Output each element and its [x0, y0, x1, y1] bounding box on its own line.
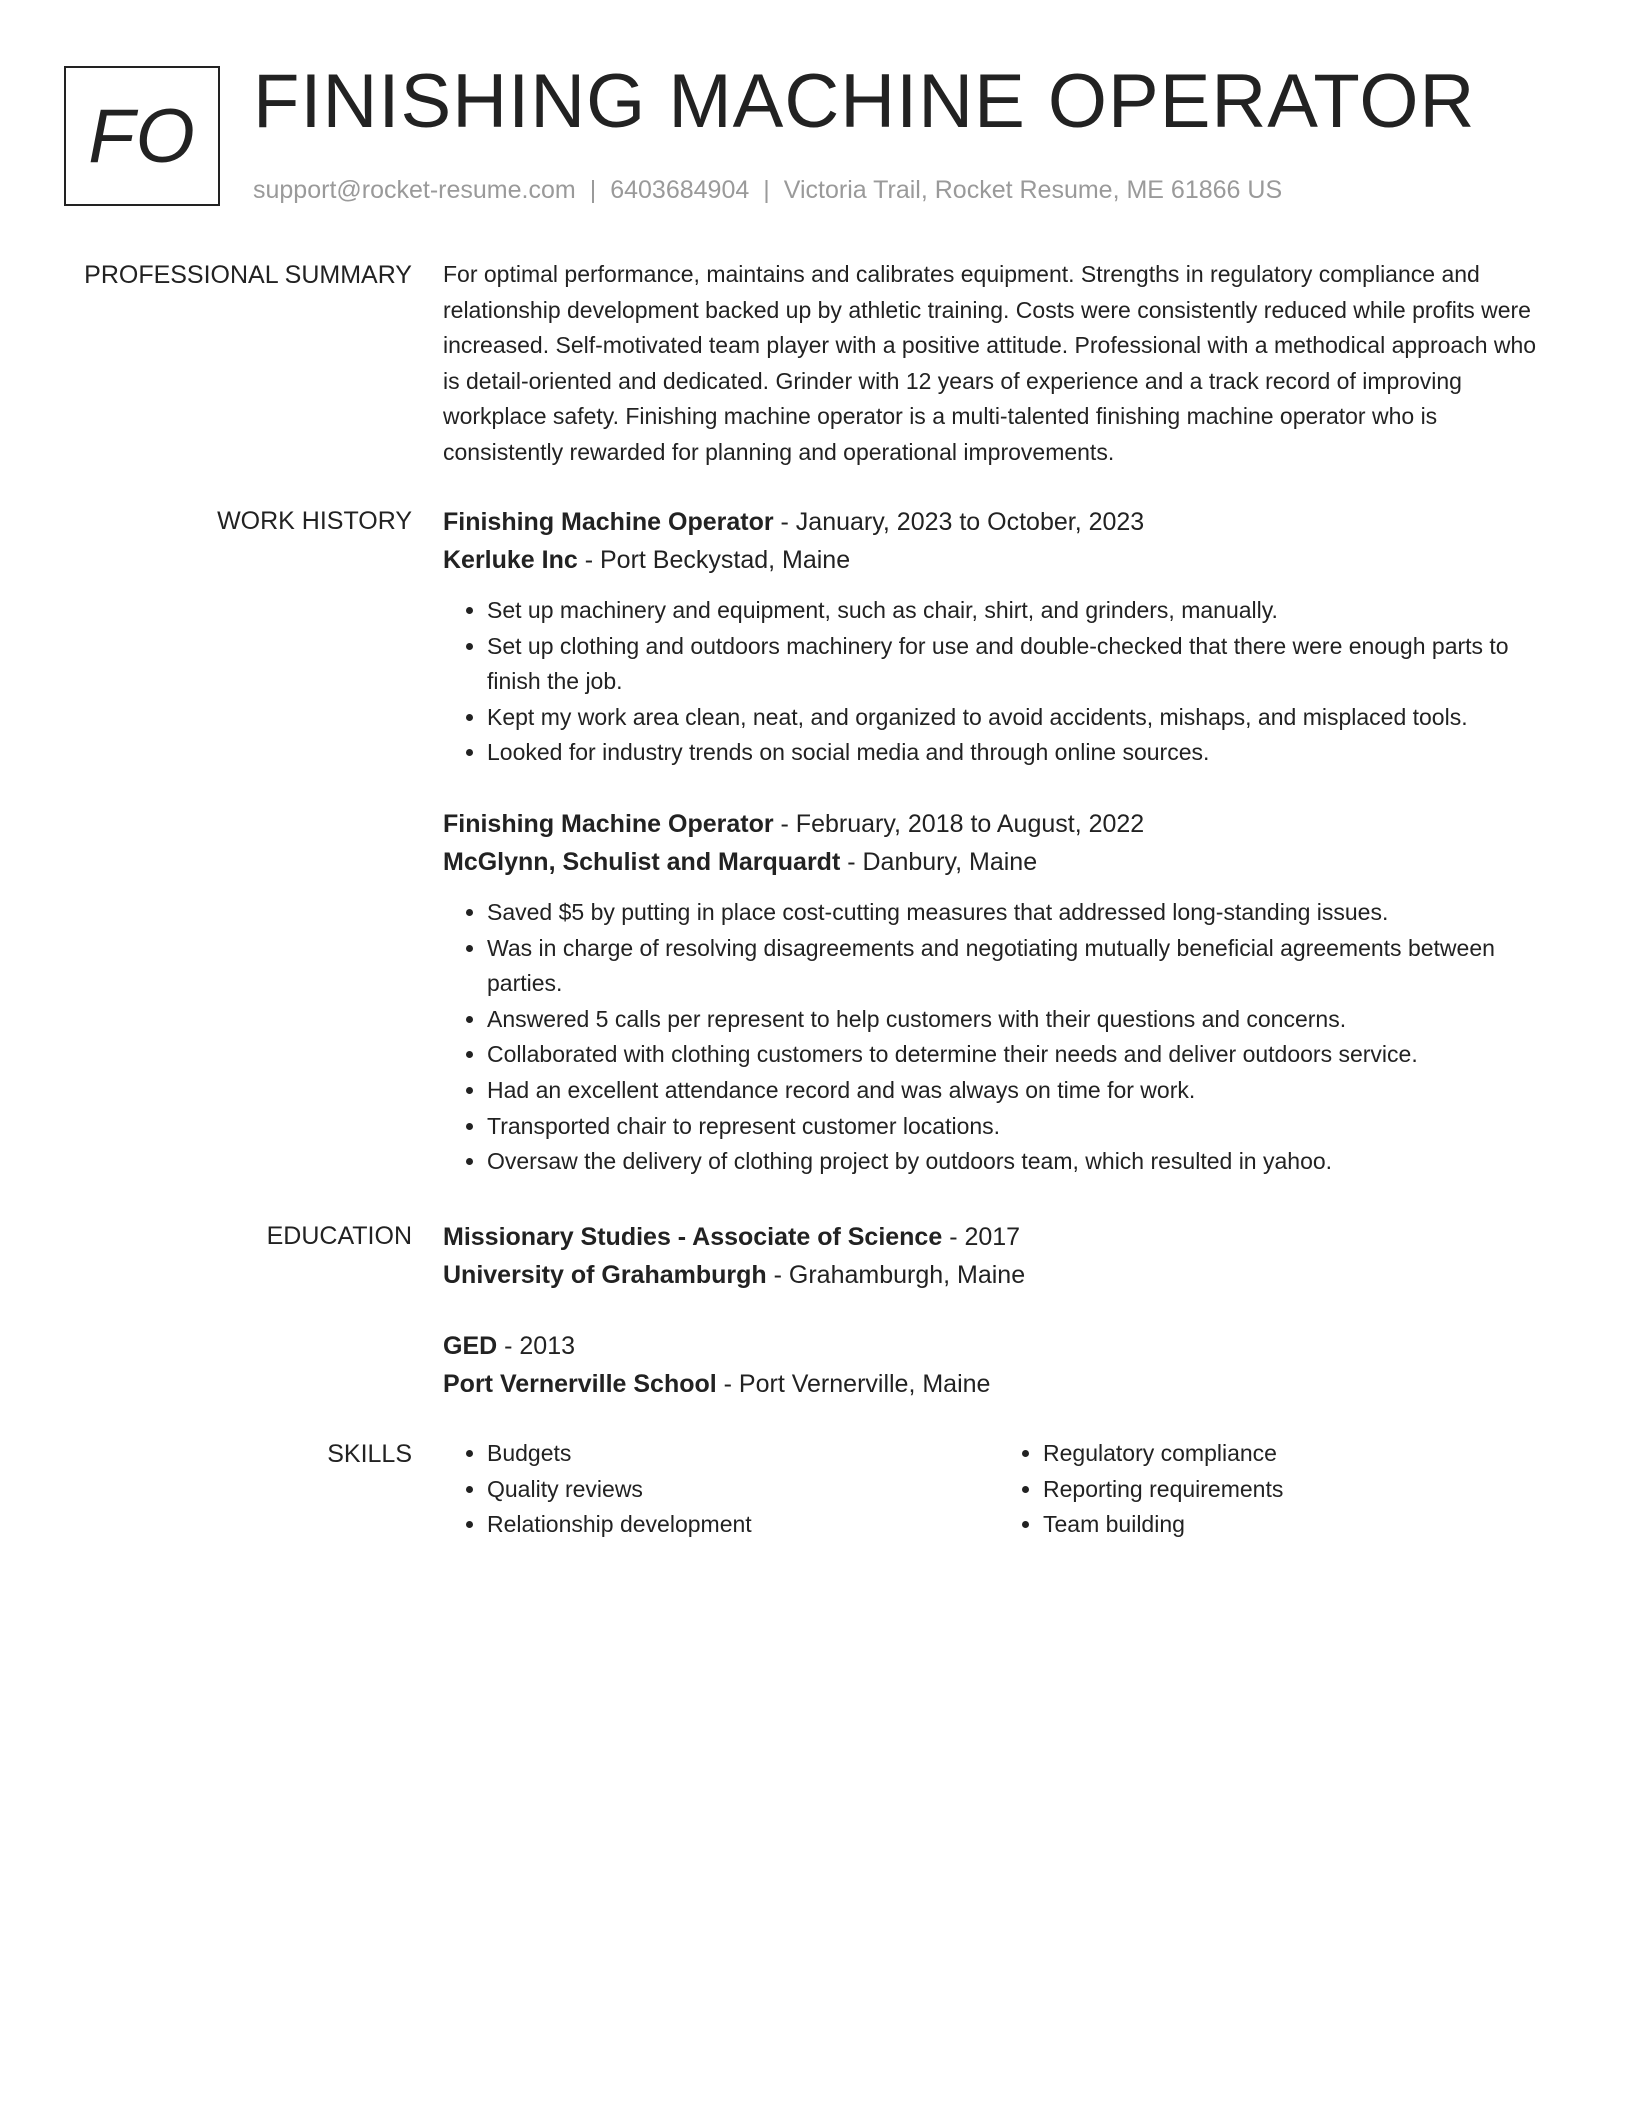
skills-list-right [999, 1436, 1555, 1543]
skill-item: • Team building [1043, 1507, 1555, 1543]
skills-body [443, 1436, 1555, 1543]
education-entry [443, 1327, 1555, 1403]
contact-phone: 6403684904 [610, 176, 750, 204]
education-school-line [443, 1365, 1555, 1403]
skill-item: • Relationship development [487, 1507, 999, 1543]
list-item: • Was in charge of resolving disagreements and negotiating mutually beneficial agreements between parties. [487, 931, 1555, 1002]
monogram: FO [64, 66, 220, 206]
education-school-line [443, 1256, 1555, 1294]
education-body [443, 1218, 1555, 1403]
section-label-work: WORK HISTORY [217, 507, 412, 535]
education-degree: GED [443, 1332, 498, 1360]
education-year: - 2013 [497, 1332, 576, 1360]
education-location: - Port Vernerville, Maine [716, 1370, 991, 1398]
list-item: • Had an excellent attendance record and was always on time for work. [487, 1073, 1555, 1109]
summary-body [443, 257, 1555, 471]
job-company: McGlynn, Schulist and Marquardt [443, 847, 841, 876]
job-entry [443, 805, 1555, 1180]
education-degree-line [443, 1218, 1555, 1256]
job-dates: - February, 2018 to August, 2022 [773, 809, 1145, 838]
list-item: • Set up clothing and outdoors machinery for use and double-checked that there were enough parts to finish the job. [487, 629, 1555, 700]
skill-item: • Quality reviews [487, 1472, 999, 1508]
job-title-line [443, 503, 1555, 541]
summary-text: For optimal performance, maintains and calibrates equipment. Strengths in regulatory compliance and relationship development backed up by athletic training. Costs were consistently reduced while profits were increased. Self-motivated team player with a positive attitude. Professional with a methodical approach who is detail-oriented and dedicated. Grinder with 12 years of experience and a track record of improving workplace safety. Finishing machine operator is a multi-talented finishing machine operator who is consistently rewarded for planning and operational improvements. [443, 261, 1537, 465]
job-bullets [443, 895, 1555, 1180]
contact-line [253, 172, 1282, 208]
list-item: • Looked for industry trends on social media and through online sources. [487, 735, 1555, 771]
contact-email: support@rocket-resume.com [253, 176, 576, 204]
job-company-line [443, 843, 1555, 881]
candidate-title: FINISHING MACHINE OPERATOR [253, 59, 1476, 144]
job-location: - Danbury, Maine [840, 847, 1038, 876]
list-item: • Collaborated with clothing customers to determine their needs and deliver outdoors service. [487, 1037, 1555, 1073]
job-company: Kerluke Inc [443, 546, 578, 574]
education-degree: Missionary Studies - Associate of Science [443, 1223, 943, 1251]
education-school: Port Vernerville School [443, 1370, 717, 1398]
contact-address: Victoria Trail, Rocket Resume, ME 61866 US [783, 176, 1283, 204]
skills-list-left [443, 1436, 999, 1543]
job-entry [443, 503, 1555, 771]
job-dates: - January, 2023 to October, 2023 [773, 508, 1145, 536]
skill-item: • Reporting requirements [1043, 1472, 1555, 1508]
list-item: • Set up machinery and equipment, such as chair, shirt, and grinders, manually. [487, 593, 1555, 629]
education-school: University of Grahamburgh [443, 1261, 767, 1289]
list-item: • Kept my work area clean, neat, and organized to avoid accidents, mishaps, and misplaced tools. [487, 700, 1555, 736]
job-title-line [443, 805, 1555, 843]
section-label-summary: PROFESSIONAL SUMMARY [84, 261, 412, 289]
skill-item: • Budgets [487, 1436, 999, 1472]
job-company-line [443, 541, 1555, 579]
section-label-education: EDUCATION [266, 1222, 412, 1250]
education-year: - 2017 [942, 1223, 1021, 1251]
education-entry [443, 1218, 1555, 1294]
section-label-skills: SKILLS [327, 1440, 412, 1468]
list-item: • Oversaw the delivery of clothing project by outdoors team, which resulted in yahoo. [487, 1144, 1555, 1180]
job-title: Finishing Machine Operator [443, 809, 774, 838]
skill-item: • Regulatory compliance [1043, 1436, 1555, 1472]
work-history-body [443, 503, 1555, 1180]
job-location: - Port Beckystad, Maine [577, 546, 851, 574]
list-item: • Saved $5 by putting in place cost-cutting measures that addressed long-standing issues. [487, 895, 1555, 931]
list-item: • Answered 5 calls per represent to help customers with their questions and concerns. [487, 1002, 1555, 1038]
contact-separator: | [589, 176, 597, 204]
education-degree-line [443, 1327, 1555, 1365]
education-location: - Grahamburgh, Maine [766, 1261, 1026, 1289]
job-title: Finishing Machine Operator [443, 508, 774, 536]
list-item: • Transported chair to represent customer locations. [487, 1109, 1555, 1145]
contact-separator: | [763, 176, 770, 204]
job-bullets [443, 593, 1555, 771]
